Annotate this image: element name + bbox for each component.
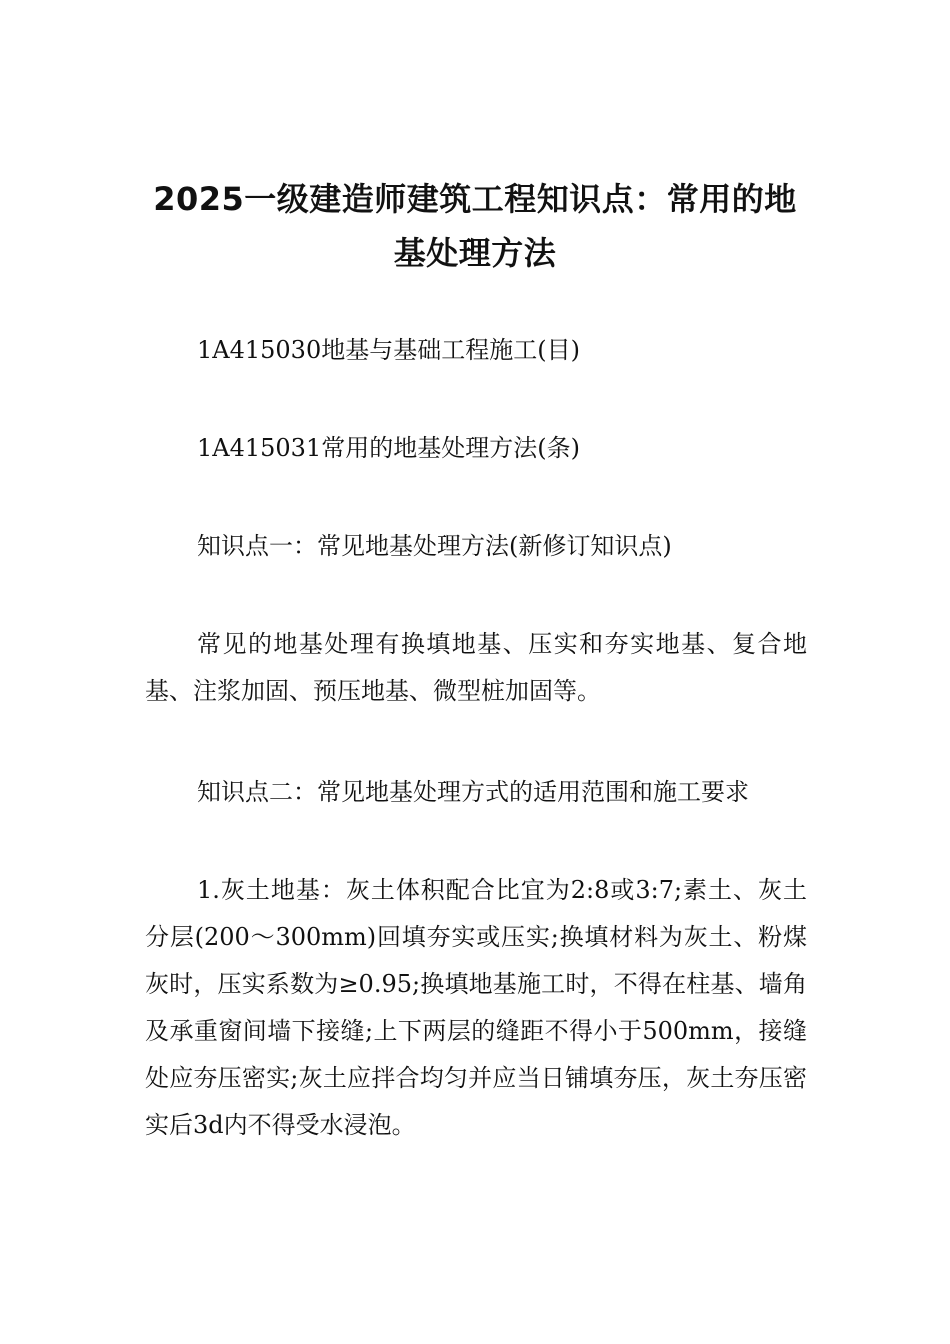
section-heading-1a415031: 1A415031常用的地基处理方法(条): [197, 434, 580, 462]
lime-soil-foundation-paragraph: 1.灰土地基：灰土体积配合比宜为2:8或3:7;素土、灰土分层(200～300mm)回填夯实或压实;换填材料为灰土、粉煤灰时，压实系数为≥0.95;换填地基施工时，不得在柱基、墙角及承重窗间墙下接缝;上下两层的缝距不得小于500mm，接缝处应夯压密实;灰土应拌合均匀并应当日铺填夯压，灰土夯压密实后3d内不得受水浸泡。: [145, 876, 807, 1139]
knowledge-point-1-heading: 知识点一：常见地基处理方法(新修订知识点): [197, 532, 672, 560]
knowledge-point-2-heading: 知识点二：常见地基处理方式的适用范围和施工要求: [197, 778, 749, 806]
section-heading-1a415030: 1A415030地基与基础工程施工(目): [197, 336, 580, 364]
knowledge-point-1-body: 常见的地基处理有换填地基、压实和夯实地基、复合地基、注浆加固、预压地基、微型桩加固等。: [145, 630, 807, 705]
document-title: 2025一级建造师建筑工程知识点：常用的地基处理方法: [153, 180, 797, 272]
